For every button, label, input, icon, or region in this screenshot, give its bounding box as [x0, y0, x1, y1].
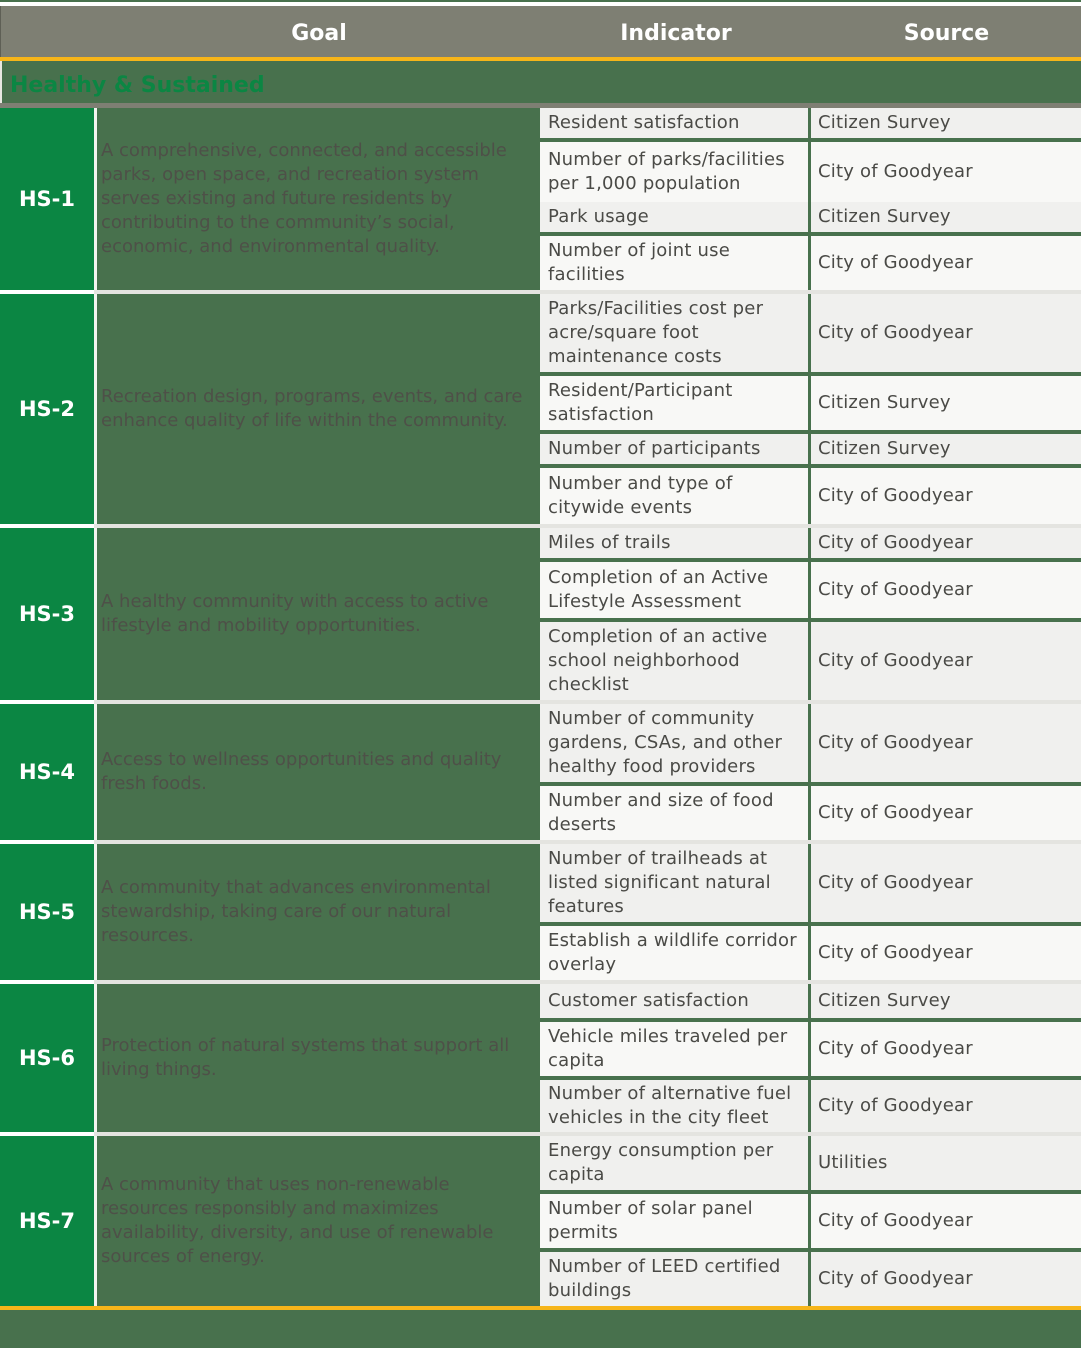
source-cell: Utilities — [811, 1136, 1081, 1190]
indicator-row — [540, 1252, 1081, 1306]
source-cell: Citizen Survey — [811, 376, 1081, 430]
indicator-cell: Number of joint use facilities — [540, 236, 808, 290]
source-cell: City of Goodyear — [811, 1022, 1081, 1076]
indicator-cell: Number of participants — [540, 434, 808, 464]
source-cell: Citizen Survey — [811, 984, 1081, 1018]
goal-id: HS-7 — [0, 1136, 94, 1306]
goal-row-hs-7 — [0, 1136, 1081, 1306]
indicator-row — [540, 468, 1081, 524]
goal-row-hs-4 — [0, 704, 1081, 840]
source-cell: City of Goodyear — [811, 562, 1081, 618]
goal-description-text: A healthy community with access to active lifestyle and mobility opportunities. — [101, 591, 489, 636]
indicator-cell: Parks/Facilities cost per acre/square foot maintenance costs — [540, 294, 808, 372]
indicator-cell: Energy consumption per capita — [540, 1136, 808, 1190]
goal-description — [97, 294, 540, 524]
indicator-cell: Resident/Participant satisfaction — [540, 376, 808, 430]
indicator-cell: Number of parks/facilities per 1,000 population — [540, 142, 808, 202]
source-cell: City of Goodyear — [811, 1080, 1081, 1132]
indicator-cell: Number of solar panel permits — [540, 1194, 808, 1248]
indicator-cell: Resident satisfaction — [540, 108, 808, 138]
indicator-row — [540, 984, 1081, 1018]
indicator-list — [540, 1136, 1081, 1306]
goal-row-hs-5 — [0, 844, 1081, 980]
goal-id: HS-1 — [0, 108, 94, 290]
indicator-list — [540, 844, 1081, 980]
goal-id: HS-5 — [0, 844, 94, 980]
goal-id: HS-3 — [0, 528, 94, 700]
goal-row-hs-3 — [0, 528, 1081, 700]
indicator-cell: Customer satisfaction — [540, 984, 808, 1018]
goal-description — [97, 844, 540, 980]
indicator-list — [540, 984, 1081, 1132]
indicator-cell: Number and type of citywide events — [540, 468, 808, 524]
source-cell: City of Goodyear — [811, 622, 1081, 700]
indicator-cell: Number of trailheads at listed significant natural features — [540, 844, 808, 922]
indicator-row — [540, 376, 1081, 430]
goal-description-text: A community that uses non-renewable resources responsibly and maximizes availability, diversity, and use of renewable sources of energy. — [101, 1174, 494, 1267]
source-cell: Citizen Survey — [811, 202, 1081, 232]
goal-id: HS-4 — [0, 704, 94, 840]
source-cell: City of Goodyear — [811, 142, 1081, 202]
indicator-row — [540, 528, 1081, 558]
indicator-cell: Number of community gardens, CSAs, and other healthy food providers — [540, 704, 808, 782]
indicator-row — [540, 1194, 1081, 1248]
source-cell: City of Goodyear — [811, 236, 1081, 290]
indicator-row — [540, 786, 1081, 840]
goal-id: HS-6 — [0, 984, 94, 1132]
goal-description — [97, 528, 540, 700]
goal-description-text: A community that advances environmental stewardship, taking care of our natural resources. — [101, 877, 491, 946]
indicator-row — [540, 202, 1081, 232]
indicator-row — [540, 108, 1081, 138]
goal-id: HS-2 — [0, 294, 94, 524]
indicator-cell: Miles of trails — [540, 528, 808, 558]
indicator-row — [540, 844, 1081, 922]
indicator-cell: Number of alternative fuel vehicles in the city fleet — [540, 1080, 808, 1132]
source-cell: City of Goodyear — [811, 468, 1081, 524]
source-cell: Citizen Survey — [811, 434, 1081, 464]
indicator-row — [540, 562, 1081, 618]
goal-description — [97, 704, 540, 840]
indicator-cell: Completion of an active school neighborhood checklist — [540, 622, 808, 700]
goal-row-hs-1 — [0, 108, 1081, 290]
indicator-cell: Number of LEED certified buildings — [540, 1252, 808, 1306]
goal-description — [97, 108, 540, 290]
header-source: Source — [903, 21, 990, 46]
indicator-row — [540, 236, 1081, 290]
indicator-list — [540, 528, 1081, 700]
table-header — [0, 6, 1081, 58]
source-cell: City of Goodyear — [811, 1194, 1081, 1248]
indicator-row — [540, 294, 1081, 372]
indicator-row — [540, 1022, 1081, 1076]
footer — [0, 1310, 1081, 1348]
indicator-list — [540, 704, 1081, 840]
header-indicator: Indicator — [620, 21, 732, 46]
goal-row-hs-6 — [0, 984, 1081, 1132]
source-cell: City of Goodyear — [811, 844, 1081, 922]
source-cell: Citizen Survey — [811, 108, 1081, 138]
indicator-row — [540, 142, 1081, 202]
goal-row-hs-2 — [0, 294, 1081, 524]
indicator-row — [540, 434, 1081, 464]
source-cell: City of Goodyear — [811, 528, 1081, 558]
source-cell: City of Goodyear — [811, 786, 1081, 840]
source-cell: City of Goodyear — [811, 926, 1081, 980]
indicator-cell: Completion of an Active Lifestyle Assessment — [540, 562, 808, 618]
goal-description-text: A comprehensive, connected, and accessible parks, open space, and recreation system serves existing and future residents by contributing to the community’s social, economic, and environmental quality. — [101, 140, 507, 257]
indicator-cell: Establish a wildlife corridor overlay — [540, 926, 808, 980]
indicator-list — [540, 294, 1081, 524]
indicator-row — [540, 1080, 1081, 1132]
header-goal: Goal — [291, 21, 347, 46]
indicator-cell: Vehicle miles traveled per capita — [540, 1022, 808, 1076]
indicator-row — [540, 704, 1081, 782]
goal-description-text: Access to wellness opportunities and quality fresh foods. — [101, 749, 502, 794]
goal-description — [97, 984, 540, 1132]
indicator-cell: Number and size of food deserts — [540, 786, 808, 840]
goal-description-text: Protection of natural systems that support all living things. — [101, 1035, 510, 1080]
source-cell: City of Goodyear — [811, 294, 1081, 372]
section-header — [0, 61, 1081, 105]
indicator-row — [540, 1136, 1081, 1190]
indicator-row — [540, 622, 1081, 700]
goal-description-text: Recreation design, programs, events, and care enhance quality of life within the community. — [101, 386, 523, 431]
source-cell: City of Goodyear — [811, 704, 1081, 782]
source-cell: City of Goodyear — [811, 1252, 1081, 1306]
section-title: Healthy & Sustained — [10, 73, 265, 98]
indicator-row — [540, 926, 1081, 980]
indicator-list — [540, 108, 1081, 290]
indicator-cell: Park usage — [540, 202, 808, 232]
goal-description — [97, 1136, 540, 1306]
